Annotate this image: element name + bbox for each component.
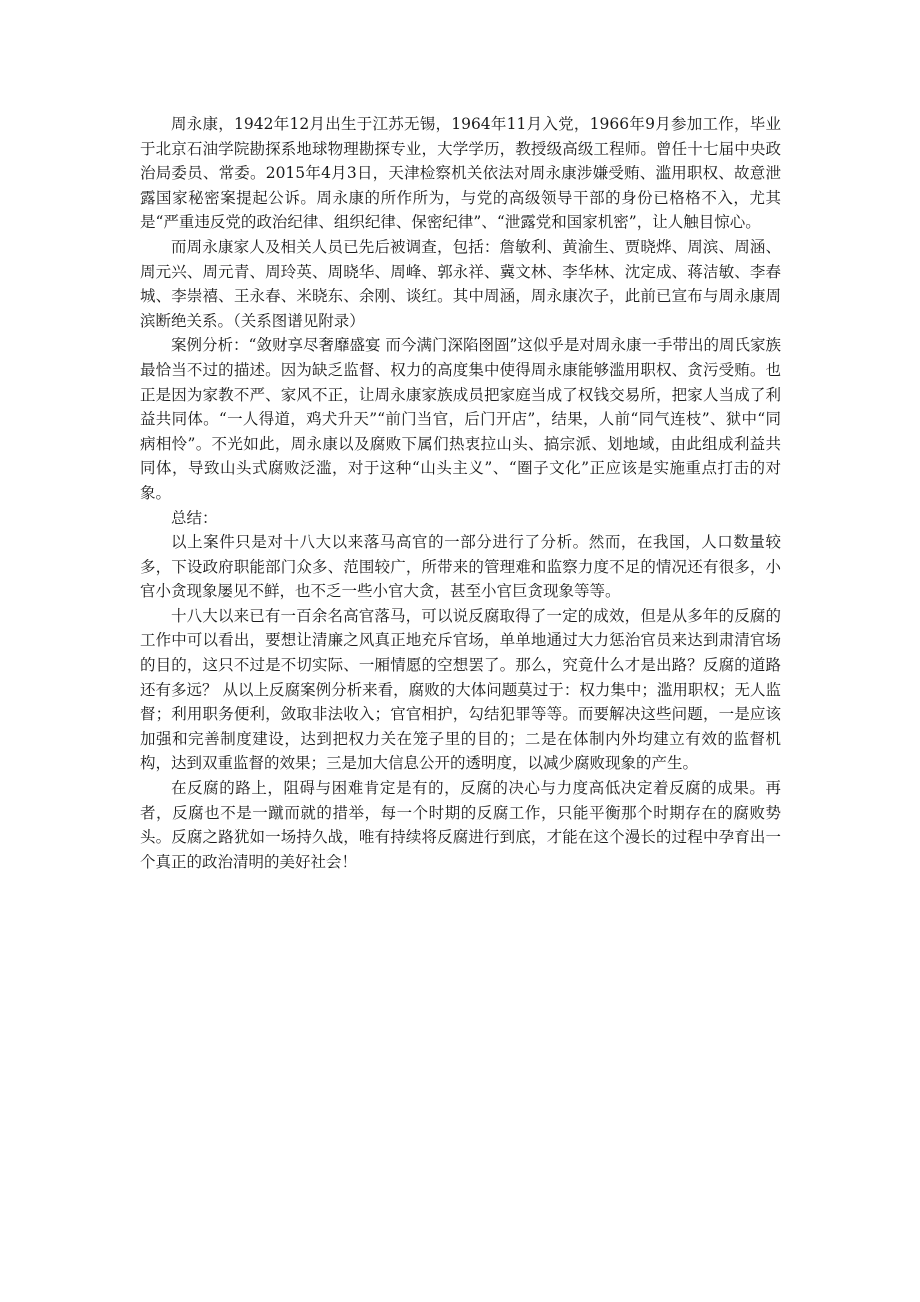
- paragraph-conclusion: 在反腐的路上，阻碍与困难肯定是有的，反腐的决心与力度高低决定着反腐的成果。再者，反腐也不是一蹴而就的措举，每一个时期的反腐工作，只能平衡那个时期存在的腐败势头。反腐之路犹如一场持久战，唯有持续将反腐进行到底，才能在这个漫长的过程中孕育出一个真正的政治清明的美好社会！: [140, 779, 781, 871]
- paragraph-investigated-persons: 而周永康家人及相关人员已先后被调查，包括：詹敏利、黄渝生、贾晓烨、周滨、周涵、周元兴、周元青、周玲英、周晓华、周峰、郭永祥、冀文林、李华林、沈定成、蒋洁敏、李春城、李崇禧、王永春、米晓东、余刚、谈红。其中周涵，周永康次子，此前已宣布与周永康周滨断绝关系。（关系图谱见附录）: [140, 237, 781, 330]
- paragraph-background: 周永康，1942年12月出生于江苏无锡，1964年11月入党，1966年9月参加工作，毕业于北京石油学院勘探系地球物理勘探专业，大学学历，教授级高级工程师。曾任十七届中央政治局委员、常委。2015年4月3日，天津检察机关依法对周永康涉嫌受贿、滥用职权、故意泄露国家秘密案提起公诉。周永康的所作所为，与党的高级领导干部的身份已格格不入，尤其是“严重违反党的政治纪律、组织纪律、保密纪律”、“泄露党和国家机密”，让人触目惊心。: [140, 115, 781, 232]
- paragraph-case-analysis: 案例分析：“敛财享尽奢靡盛宴 而今满门深陷囹圄”这似乎是对周永康一手带出的周氏家族最恰当不过的描述。因为缺乏监督、权力的高度集中使得周永康能够滥用职权、贪污受贿。也正是因为家教不严、家风不正，让周永康家族成员把家庭当成了权钱交易所，把家人当成了利益共同体。“一人得道，鸡犬升天”“前门当官，后门开店”，结果，人前“同气连枝”、狱中“同病相怜”。不光如此，周永康以及腐败下属们热衷拉山头、搞宗派、划地域，由此组成利益共同体，导致山头式腐败泛滥，对于这种“山头主义”、“圈子文化”正应该是实施重点打击的对象。: [140, 336, 781, 502]
- paragraph-summary-2: 十八大以来已有一百余名高官落马，可以说反腐取得了一定的成效，但是从多年的反腐的工作中可以看出，要想让清廉之风真正地充斥官场，单单地通过大力惩治官员来达到肃清官场的目的，这只不过是不切实际、一厢情愿的空想罢了。那么，究竟什么才是出路？反腐的道路还有多远？ 从以上反腐案例分析来看，腐败的大体问题莫过于：权力集中；滥用职权；无人监督；利用职务便利，敛取非法收入；官官相护，勾结犯罪等等。而要解决这些问题，一是应该加强和完善制度建设，达到把权力关在笼子里的目的；二是在体制内外均建立有效的监督机构，达到双重监督的效果；三是加大信息公开的透明度，以减少腐败现象的产生。: [140, 606, 781, 773]
- document-body: [140, 112, 781, 874]
- paragraph-summary-heading: 总结：: [171, 508, 218, 527]
- paragraph-summary-1: 以上案件只是对十八大以来落马高官的一部分进行了分析。然而，在我国，人口数量较多，下设政府职能部门众多、范围较广，所带来的管理难和监察力度不足的情况还有很多，小官小贪现象屡见不鲜，也不乏一些小官大贪，甚至小官巨贪现象等等。: [140, 533, 781, 601]
